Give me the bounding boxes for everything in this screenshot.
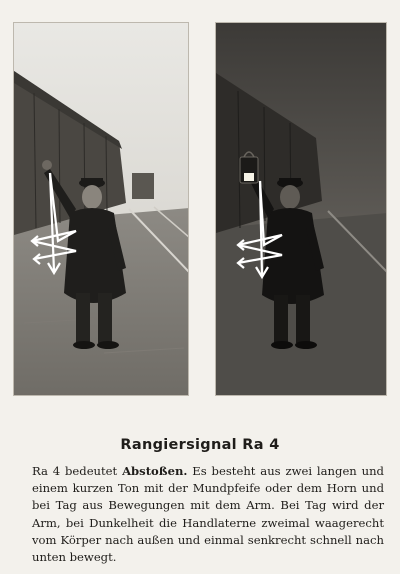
day-signal-photo bbox=[13, 22, 189, 396]
caption-title: Rangiersignal Ra 4 bbox=[120, 437, 280, 453]
lantern-icon bbox=[240, 152, 258, 183]
body-paragraph bbox=[32, 463, 384, 566]
night-signal-photo bbox=[215, 22, 387, 396]
body-text: Es besteht aus zwei langen und einem kurzen Ton mit der Mundpfeife oder dem Horn und bei Tag aus Bewegungen mit dem Arm. Bei Tag wird der Arm, bei Dunkelheit die Handlaterne zweimal waagerecht vom Körper nach außen und einmal senkrecht schnell nach unten bewegt. bbox=[32, 464, 384, 565]
body-term: Abstoßen. bbox=[122, 464, 188, 478]
body-lead: Ra 4 bedeutet bbox=[32, 464, 123, 478]
